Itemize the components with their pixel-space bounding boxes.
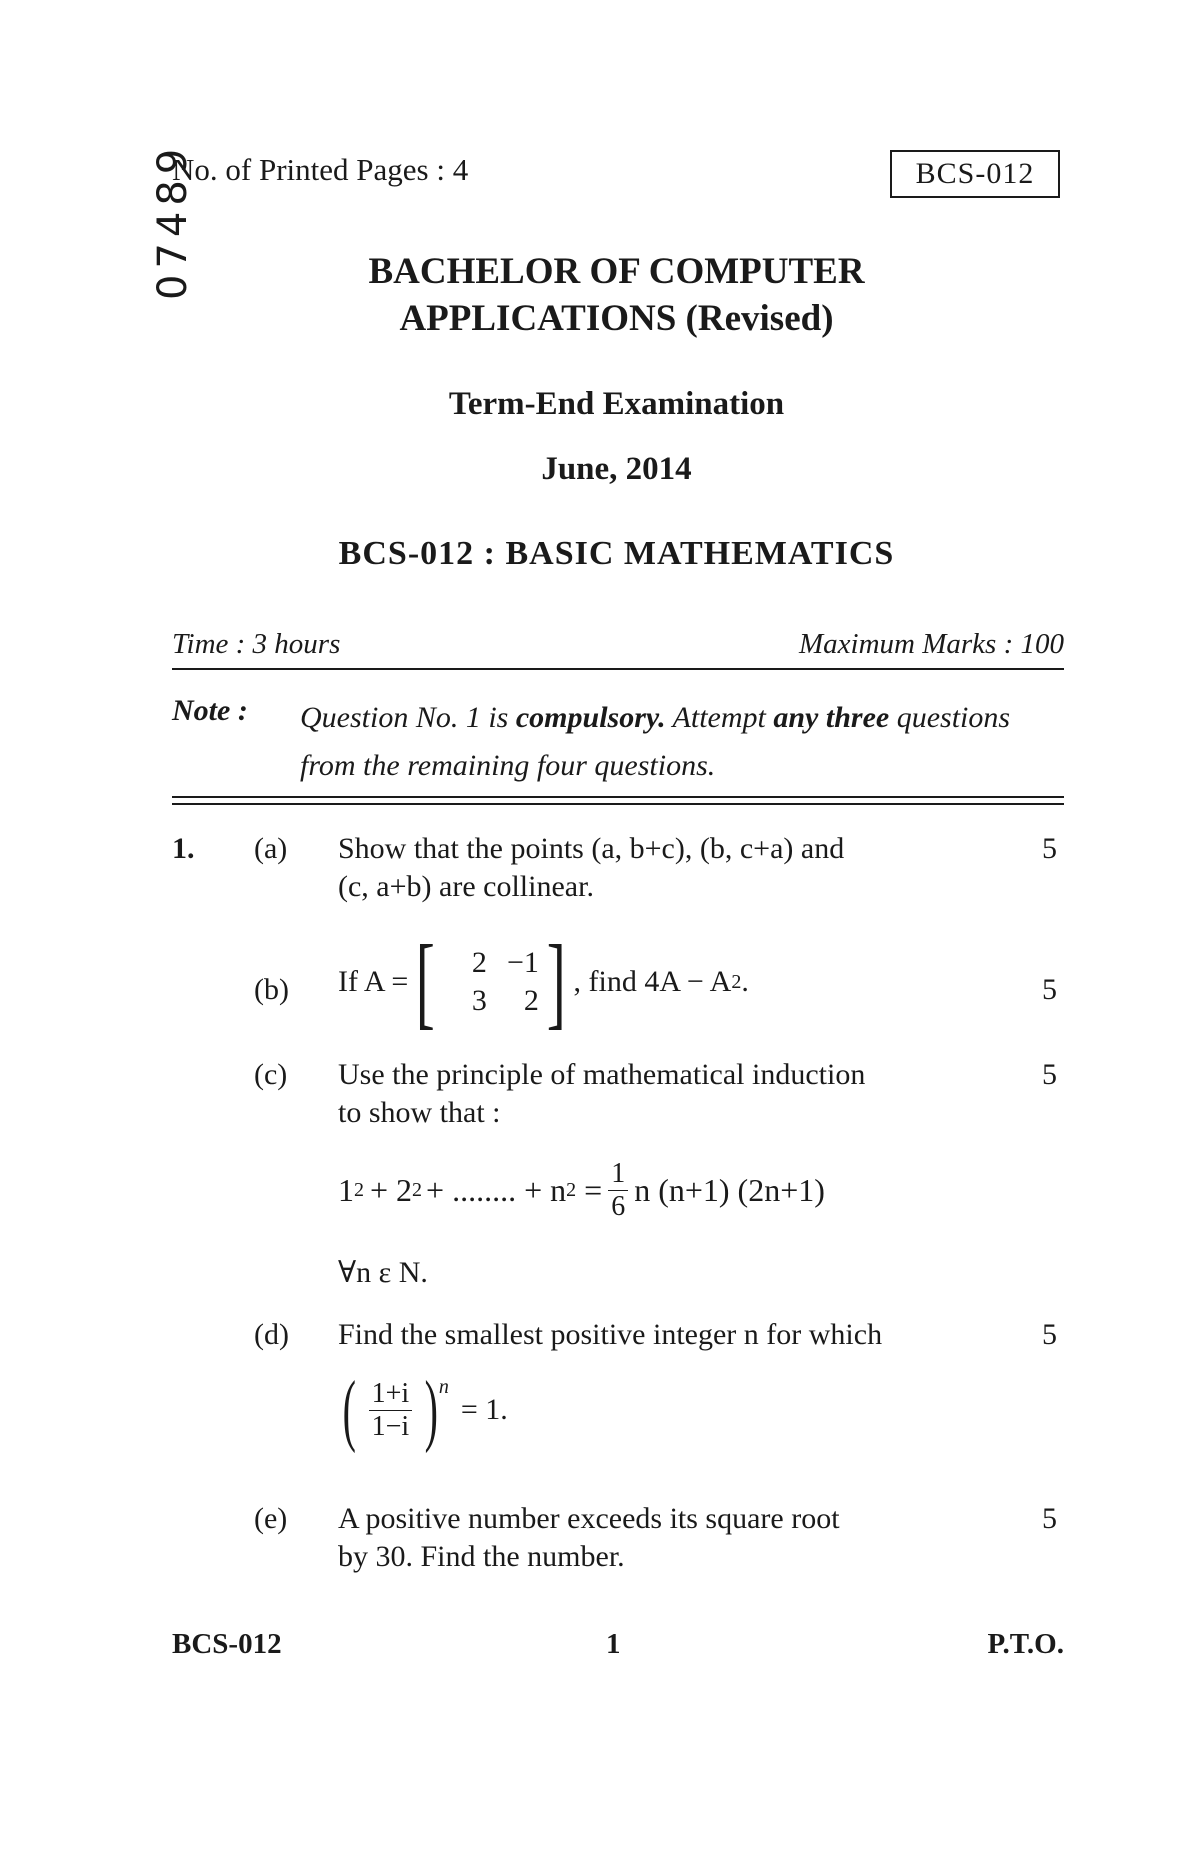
complex-fraction [369, 1378, 413, 1443]
left-bracket: [ [416, 924, 436, 1039]
subpart-label-c: (c) [254, 1058, 288, 1091]
marks-1e: 5 [1042, 1502, 1057, 1535]
equals-one: = 1. [460, 1393, 508, 1426]
footer-code: BCS-012 [172, 1628, 282, 1660]
equals-sign: = [584, 1172, 603, 1208]
question-1a-text: Show that the points (a, b+c), (b, c+a) and (c, a+b) are collinear. [338, 832, 845, 903]
question-1d-text: Find the smallest positive integer n for which [338, 1318, 883, 1351]
denominator: 1−i [371, 1410, 410, 1442]
serial-number: 07489 [150, 142, 196, 300]
subpart-label-a: (a) [254, 832, 288, 865]
matrix-prefix: If A = [338, 965, 409, 998]
matrix-end: . [741, 965, 749, 998]
exponent: 2 [566, 1179, 577, 1201]
marks-1d: 5 [1042, 1318, 1057, 1351]
matrix-cell: 2 [523, 984, 539, 1017]
formula-term: + 2 [370, 1172, 413, 1208]
course-code-box: BCS-012 [890, 150, 1060, 198]
matrix-suffix: , find 4A − A [573, 965, 732, 998]
matrix-A [443, 946, 539, 1018]
divider-note-2 [172, 803, 1064, 805]
title-line-2: APPLICATIONS (Revised) [399, 298, 834, 339]
induction-formula [338, 1158, 825, 1223]
subpart-label-d: (d) [254, 1318, 289, 1351]
course-title: BCS-012 : BASIC MATHEMATICS [338, 535, 895, 572]
exponent: n [438, 1376, 449, 1398]
maximum-marks: Maximum Marks : 100 [799, 628, 1064, 660]
exponent: 2 [731, 970, 742, 993]
matrix-cell: −1 [506, 946, 539, 979]
marks-1a: 5 [1042, 832, 1057, 865]
question-1e-text: A positive number exceeds its square root by 30. Find the number. [338, 1502, 840, 1573]
question-1b-expression [338, 924, 749, 1039]
right-bracket: ] [546, 924, 566, 1039]
divider-top [172, 668, 1064, 670]
printed-pages: No. of Printed Pages : 4 [172, 152, 469, 187]
question-number: 1. [172, 832, 195, 865]
formula-term: 1 [338, 1172, 354, 1208]
exam-session: June, 2014 [541, 451, 692, 487]
note-text: Question No. 1 is compulsory. Attempt any three questions from the remaining four questions. [300, 701, 1011, 782]
right-paren: ) [424, 1366, 439, 1454]
marks-1b: 5 [1042, 973, 1057, 1006]
matrix-cell: 2 [471, 946, 487, 979]
formula-term: + ........ + n [426, 1172, 567, 1208]
exponent: 2 [412, 1179, 423, 1201]
exponent: 2 [354, 1179, 364, 1201]
exam-name: Term-End Examination [448, 386, 785, 422]
for-all-n: ∀n ε N. [338, 1256, 428, 1289]
title-line-1: BACHELOR OF COMPUTER [368, 251, 865, 292]
left-paren: ( [342, 1366, 356, 1454]
matrix-cell: 3 [471, 984, 487, 1017]
formula-rhs: n (n+1) (2n+1) [634, 1172, 825, 1208]
subpart-label-e: (e) [254, 1502, 288, 1535]
numerator: 1 [608, 1158, 628, 1191]
marks-1c: 5 [1042, 1058, 1057, 1091]
please-turn-over: P.T.O. [987, 1628, 1064, 1660]
fraction-one-sixth [608, 1158, 628, 1223]
complex-expression [336, 1366, 508, 1454]
denominator: 6 [611, 1191, 626, 1222]
numerator: 1+i [369, 1378, 413, 1411]
note-label: Note : [172, 694, 248, 727]
divider-note-1 [172, 796, 1064, 798]
time-allowed: Time : 3 hours [172, 628, 341, 660]
subpart-label-b: (b) [254, 973, 289, 1006]
question-1c-text: Use the principle of mathematical induction to show that : [338, 1058, 866, 1129]
page-number: 1 [606, 1628, 621, 1660]
